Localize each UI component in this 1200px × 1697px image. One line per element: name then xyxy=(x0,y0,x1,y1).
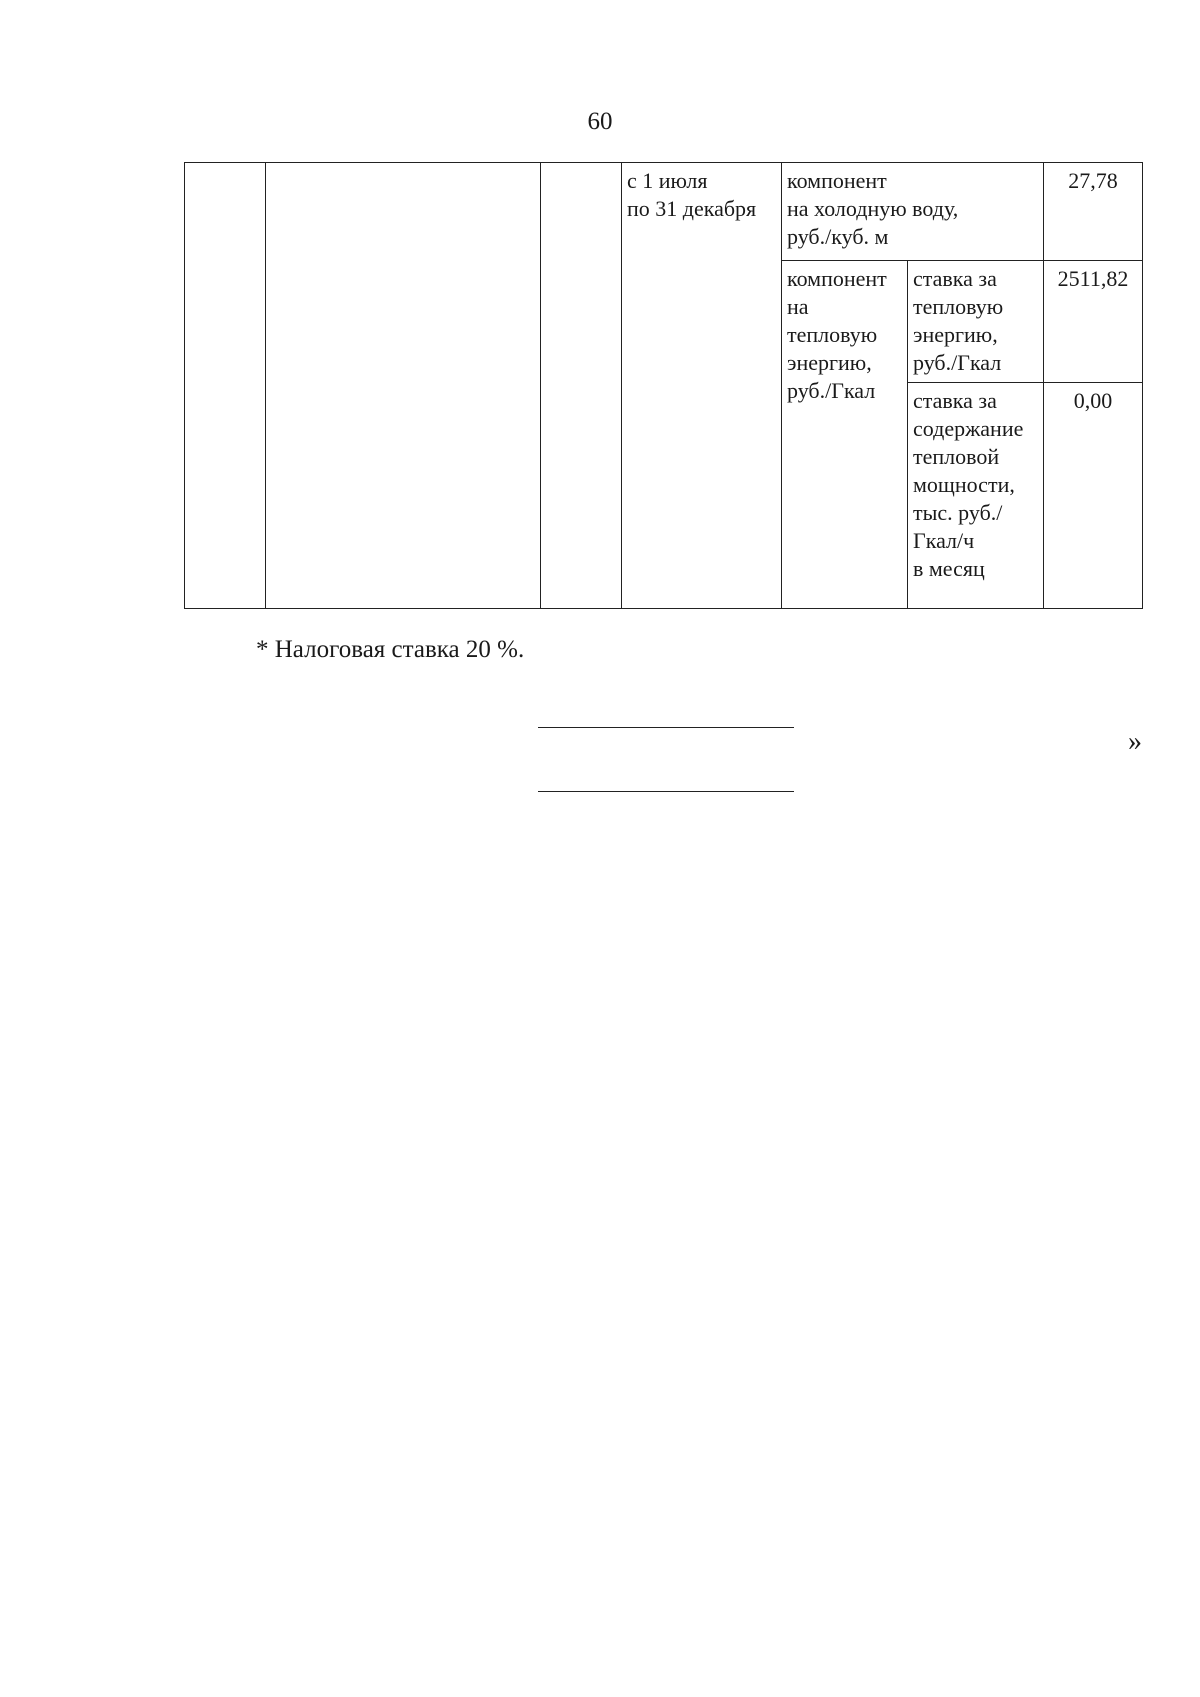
tax-footnote: * Налоговая ставка 20 %. xyxy=(256,636,525,663)
empty-cell-number xyxy=(185,163,266,609)
tariff-table xyxy=(184,162,1143,609)
heat-energy-value-cell: 2511,82 xyxy=(1044,261,1143,383)
separator-line-bottom xyxy=(538,791,794,792)
period-cell: с 1 июля по 31 декабря xyxy=(622,163,782,609)
heat-capacity-rate-cell: ставка за содержание тепловой мощности, тыс. руб./ Гкал/ч в месяц xyxy=(908,383,1044,609)
cold-water-component-cell: компонент на холодную воду, руб./куб. м xyxy=(782,163,1044,261)
table-row-cold-water xyxy=(185,163,1143,261)
closing-quote-mark: » xyxy=(1128,726,1142,757)
heat-component-cell: компонент на тепловую энергию, руб./Гкал xyxy=(782,261,908,609)
empty-cell-organization xyxy=(266,163,541,609)
cold-water-value-cell: 27,78 xyxy=(1044,163,1143,261)
page-number-text: 60 xyxy=(587,108,613,135)
heat-capacity-value-cell: 0,00 xyxy=(1044,383,1143,609)
empty-cell-group xyxy=(541,163,622,609)
heat-energy-rate-cell: ставка за тепловую энергию, руб./Гкал xyxy=(908,261,1044,383)
separator-line-top xyxy=(538,727,794,728)
page-number xyxy=(0,108,1200,136)
